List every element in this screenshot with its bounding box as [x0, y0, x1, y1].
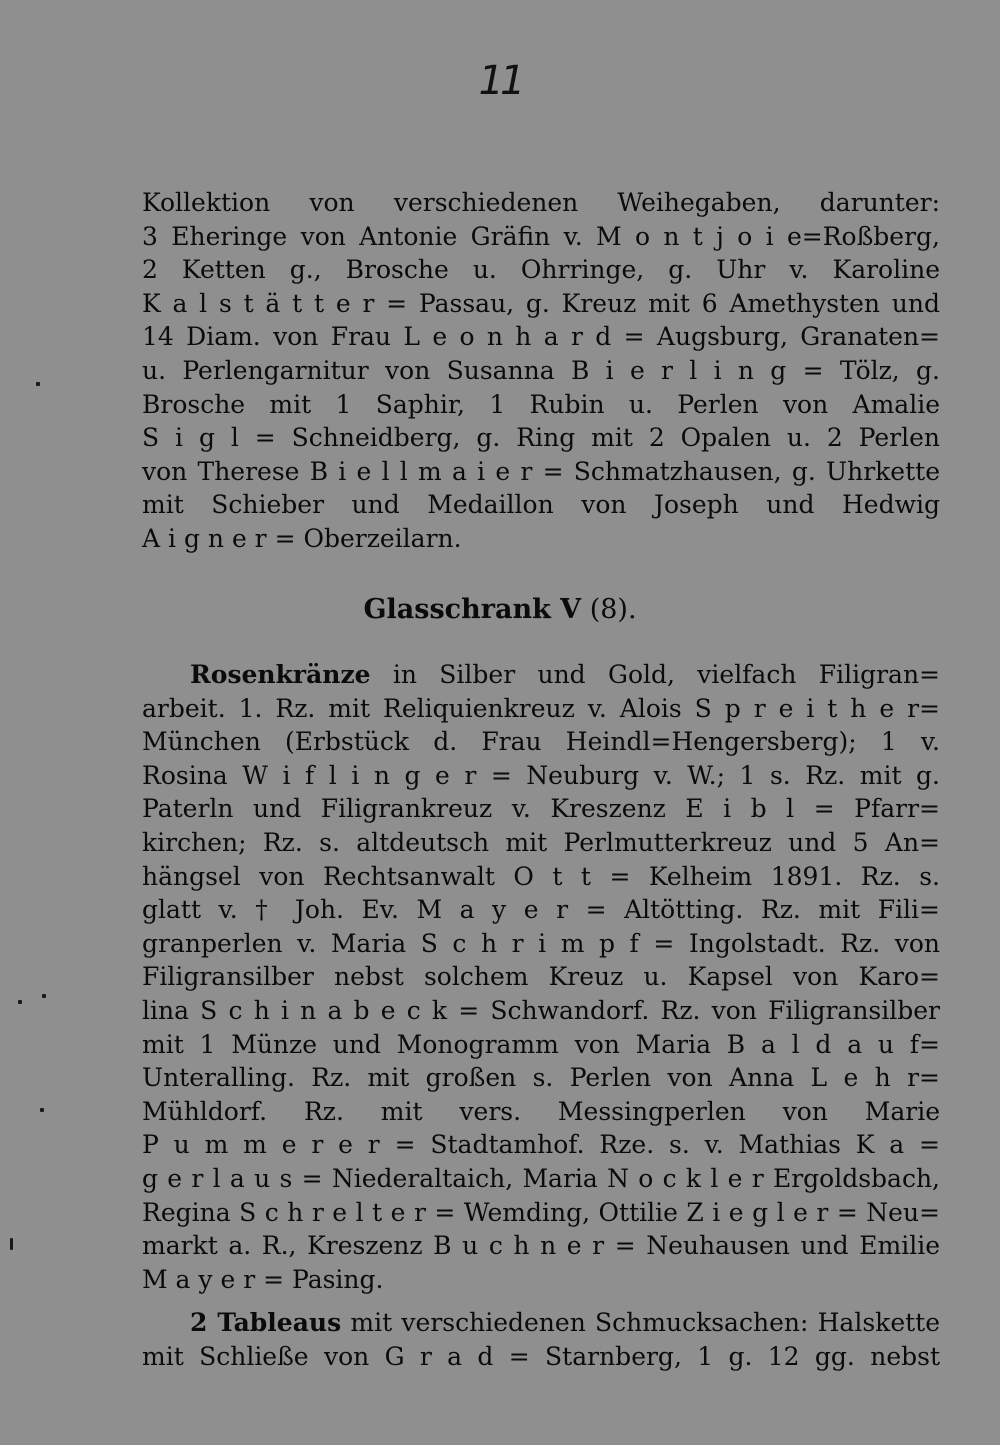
text-line: Rosina W i f l i n g e r = Neuburg v. W.; 1 s. Rz. mit g. [142, 760, 940, 790]
text-line: M a y e r = Pasing. [142, 1264, 384, 1294]
section-tableaus [142, 1306, 940, 1373]
heading-title: Glasschrank V [363, 594, 582, 625]
text-line: kirchen; Rz. s. altdeutsch mit Perlmutterkreuz und 5 An= [142, 827, 940, 857]
margin-speck [36, 382, 40, 386]
text-line: 2 Ketten g., Brosche u. Ohrringe, g. Uhr v. Karoline [142, 255, 940, 285]
text-line: S i g l = Schneidberg, g. Ring mit 2 Opalen u. 2 Perlen [142, 423, 940, 453]
text-line: g e r l a u s = Niederaltaich, Maria N o c k l e r Ergoldsbach, [142, 1163, 940, 1193]
section-rosenkraenze [142, 658, 940, 1296]
text-line: glatt v. † Joh. Ev. M a y e r = Altötting. Rz. mit Fili= [142, 895, 940, 925]
text-line: A i g n e r = Oberzeilarn. [142, 523, 462, 553]
text-line: Regina S c h r e l t e r = Wemding, Ottilie Z i e g l e r = Neu= [142, 1197, 940, 1227]
text-line: arbeit. 1. Rz. mit Reliquienkreuz v. Alois S p r e i t h e r= [142, 693, 940, 723]
text-line: 14 Diam. von Frau L e o n h a r d = Augsburg, Granaten= [142, 322, 940, 352]
section-heading [0, 590, 1000, 630]
text-line: granperlen v. Maria S c h r i m p f = Ingolstadt. Rz. von [142, 928, 940, 958]
text-line: P u m m e r e r = Stadtamhof. Rze. s. v. Mathias K a = [142, 1130, 940, 1160]
text-line: 3 Eheringe von Antonie Gräfin v. M o n t j o i e=Roßberg, [142, 221, 940, 251]
margin-speck [40, 1108, 44, 1112]
text-line: Paterln und Filigrankreuz v. Kreszenz E i b l = Pfarr= [142, 794, 940, 824]
margin-speck [18, 1000, 22, 1004]
lead-word: 2 Tableaus [190, 1308, 342, 1337]
text-line [142, 1306, 940, 1340]
heading-number: (8). [581, 594, 637, 625]
text-line: von Therese B i e l l m a i e r = Schmatzhausen, g. Uhrkette [142, 456, 940, 486]
text-line: markt a. R., Kreszenz B u c h n e r = Neuhausen und Emilie [142, 1231, 940, 1261]
text-line: u. Perlengarnitur von Susanna B i e r l i n g = Tölz, g. [142, 355, 940, 385]
text-line: Mühldorf. Rz. mit vers. Messingperlen von Marie [142, 1096, 940, 1126]
margin-speck [10, 1238, 13, 1250]
text-line: Kollektion von verschiedenen Weihegaben, darunter: [142, 188, 940, 217]
lead-word: Rosenkränze [190, 660, 371, 689]
text-line: München (Erbstück d. Frau Heindl=Hengersberg); 1 v. [142, 727, 940, 757]
text-line: mit Schließe von G r a d = Starnberg, 1 g. 12 gg. nebst [142, 1341, 940, 1371]
text-line: K a l s t ä t t e r = Passau, g. Kreuz mit 6 Amethysten und [142, 288, 940, 318]
text-line-rest: mit verschiedenen Schmucksachen: Halskette [341, 1308, 940, 1337]
text-line: Filigransilber nebst solchem Kreuz u. Kapsel von Karo= [142, 962, 940, 992]
margin-speck [42, 994, 46, 998]
text-line: mit 1 Münze und Monogramm von Maria B a l d a u f= [142, 1029, 940, 1059]
text-line: Brosche mit 1 Saphir, 1 Rubin u. Perlen von Amalie [142, 389, 940, 419]
text-line-rest: in Silber und Gold, vielfach Filigran= [370, 660, 940, 689]
text-line: hängsel von Rechtsanwalt O t t = Kelheim 1891. Rz. s. [142, 861, 940, 891]
text-line: lina S c h i n a b e c k = Schwandorf. Rz. von Filigransilber [142, 995, 940, 1025]
text-line: mit Schieber und Medaillon von Joseph und Hedwig [142, 490, 940, 520]
text-line: Unteralling. Rz. mit großen s. Perlen von Anna L e h r= [142, 1063, 940, 1093]
section-kollektion [142, 186, 940, 556]
text-line [142, 658, 940, 692]
page-number: 11 [478, 58, 522, 104]
